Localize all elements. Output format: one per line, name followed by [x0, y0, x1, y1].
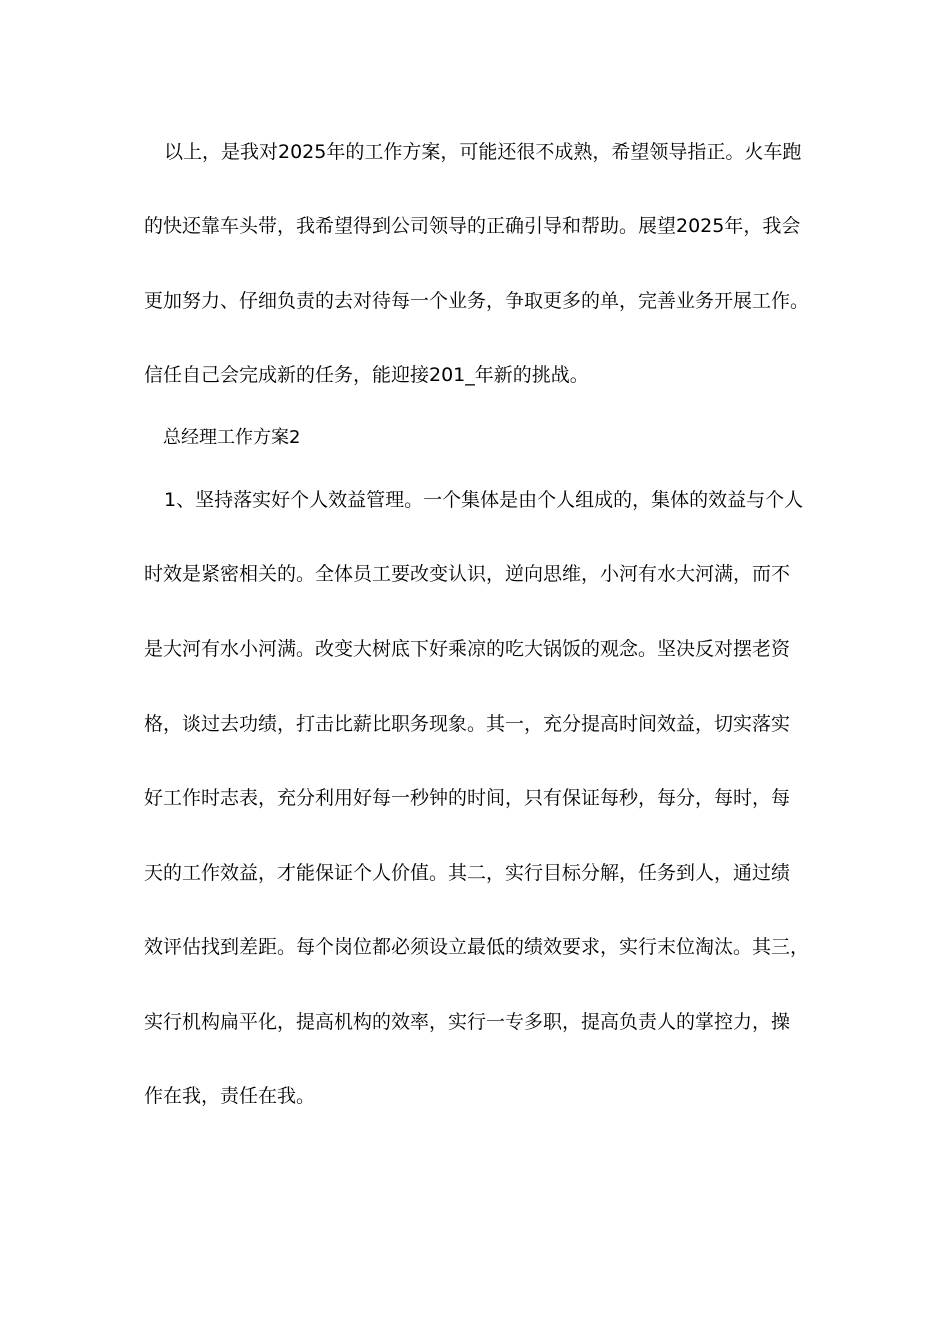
paragraph-line: 更加努力、仔细负责的去对待每一个业务，争取更多的单，完善业务开展工作。	[144, 290, 810, 312]
paragraph-line: 信任自己会完成新的任务，能迎接201_年新的挑战。	[144, 364, 589, 386]
paragraph-line: 时效是紧密相关的。全体员工要改变认识，逆向思维，小河有水大河满，而不	[144, 563, 791, 585]
paragraph-line: 作在我，责任在我。	[144, 1085, 316, 1107]
paragraph-line: 以上，是我对2025年的工作方案，可能还很不成熟，希望领导指正。火车跑	[164, 141, 802, 163]
section-heading: 总经理工作方案2	[163, 427, 301, 448]
paragraph-line: 是大河有水小河满。改变大树底下好乘凉的吃大锅饭的观念。坚决反对摆老资	[144, 638, 791, 660]
paragraph-line: 1、坚持落实好个人效益管理。一个集体是由个人组成的，集体的效益与个人	[164, 489, 804, 511]
paragraph-line: 好工作时志表，充分利用好每一秒钟的时间，只有保证每秒，每分，每时，每	[144, 787, 791, 809]
paragraph-line: 效评估找到差距。每个岗位都必须设立最低的绩效要求，实行末位淘汰。其三，	[144, 936, 810, 958]
paragraph-line: 实行机构扁平化，提高机构的效率，实行一专多职，提高负责人的掌控力，操	[144, 1011, 791, 1033]
paragraph-line: 格，谈过去功绩，打击比薪比职务现象。其一，充分提高时间效益，切实落实	[144, 713, 791, 735]
paragraph-line: 天的工作效益，才能保证个人价值。其二，实行目标分解，任务到人，通过绩	[144, 862, 791, 884]
paragraph-line: 的快还靠车头带，我希望得到公司领导的正确引导和帮助。展望2025年，我会	[144, 215, 801, 237]
